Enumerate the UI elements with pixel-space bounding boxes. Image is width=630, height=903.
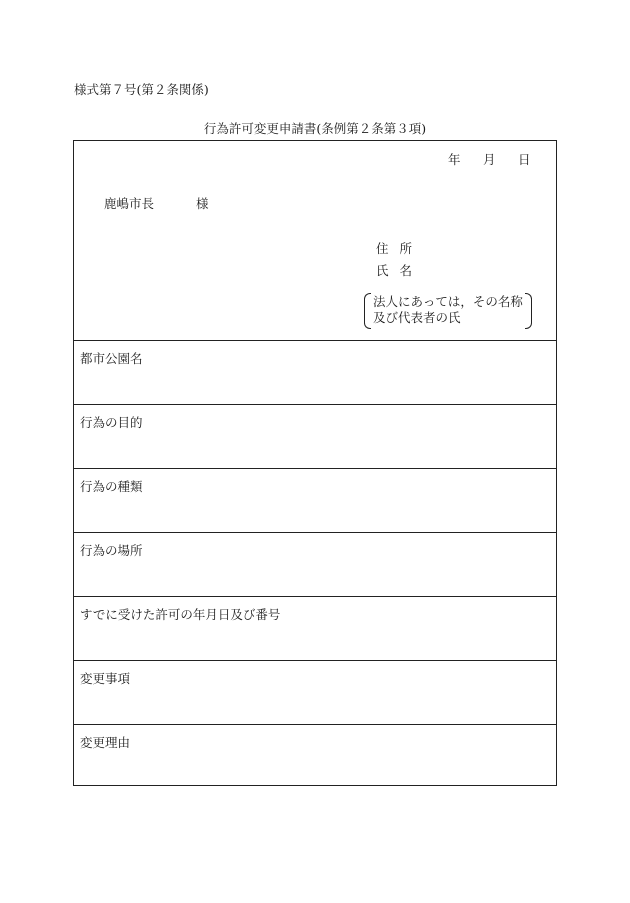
applicant-address-label: 住所 [376, 241, 424, 256]
application-form [73, 140, 557, 786]
field-label: 変更理由 [80, 735, 131, 750]
location-entry[interactable] [80, 561, 540, 589]
left-bracket [364, 293, 371, 329]
prior-permit-entry[interactable] [80, 625, 540, 653]
type-entry[interactable] [80, 497, 540, 525]
field-label: 行為の目的 [80, 415, 143, 430]
field-row-reason [74, 725, 556, 788]
field-row-prior-permit [74, 597, 556, 661]
field-label: 変更事項 [80, 671, 131, 686]
date-year-label: 年 [448, 152, 461, 167]
field-row-park-name [74, 341, 556, 405]
park-name-entry[interactable] [80, 369, 540, 397]
field-label: 行為の種類 [80, 479, 143, 494]
addressee-honorific: 様 [196, 196, 209, 211]
right-bracket [525, 293, 532, 329]
changes-entry[interactable] [80, 689, 540, 717]
corporate-note-text: 法人にあっては，その名称及び代表者の氏 [373, 294, 523, 325]
form-fields [74, 341, 556, 788]
date-month-label: 月 [483, 152, 496, 167]
field-row-changes [74, 661, 556, 725]
field-row-type [74, 469, 556, 533]
applicant-name-label: 氏名 [376, 263, 424, 278]
corporate-note [364, 293, 532, 331]
purpose-entry[interactable] [80, 433, 540, 461]
form-number: 様式第７号(第２条関係) [74, 82, 209, 97]
field-label: 行為の場所 [80, 543, 143, 558]
document-title: 行為許可変更申請書(条例第２条第３項) [203, 121, 427, 136]
addressee-name: 鹿嶋市長 [104, 196, 155, 211]
header-section [74, 141, 556, 341]
field-row-purpose [74, 405, 556, 469]
reason-entry[interactable] [80, 753, 540, 781]
field-row-location [74, 533, 556, 597]
field-label: 都市公園名 [80, 351, 143, 366]
field-label: すでに受けた許可の年月日及び番号 [80, 607, 281, 622]
date-day-label: 日 [518, 152, 531, 167]
